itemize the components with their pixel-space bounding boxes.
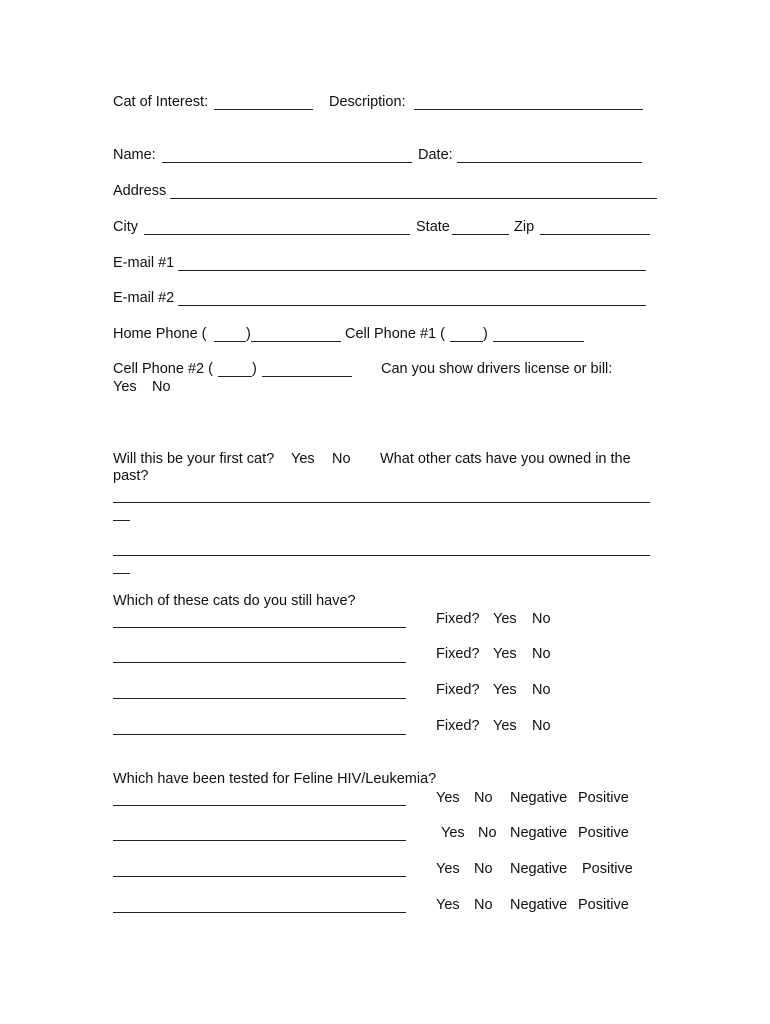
tested-negative-option-2[interactable]: Negative [510,825,568,841]
other-cats-question: What other cats have you owned in the [380,451,631,467]
other-cats-line-2-wrap [113,573,130,574]
other-cats-line-1[interactable] [113,502,650,503]
tested-no-option-3[interactable]: No [474,861,493,877]
cell-phone1-paren: ) [483,326,488,342]
tested-question: Which have been tested for Feline HIV/Leukemia? [113,771,437,787]
email2-field[interactable] [178,305,646,306]
cell-phone2-field[interactable] [262,376,352,377]
address-field[interactable] [170,198,657,199]
tested-positive-option-4[interactable]: Positive [578,897,629,913]
tested-negative-option-4[interactable]: Negative [510,897,568,913]
license-question: Can you show drivers license or bill: [381,361,613,377]
first-cat-question: Will this be your first cat? [113,451,275,467]
date-field[interactable] [457,162,642,163]
email1-label: E-mail #1 [113,255,175,271]
email1-field[interactable] [178,270,646,271]
name-field[interactable] [162,162,412,163]
tested-no-option-4[interactable]: No [474,897,493,913]
first-cat-yes-option[interactable]: Yes [291,451,315,467]
other-cats-line-2[interactable] [113,555,650,556]
home-phone-label: Home Phone ( [113,326,207,342]
fixed-label-1: Fixed? [436,611,480,627]
cell-phone1-field[interactable] [493,341,584,342]
address-label: Address [113,183,167,199]
email2-label: E-mail #2 [113,290,175,306]
tested-negative-option-3[interactable]: Negative [510,861,568,877]
tested-negative-option-1[interactable]: Negative [510,790,568,806]
home-phone-field[interactable] [251,341,341,342]
fixed-yes-option-4[interactable]: Yes [493,718,517,734]
still-have-cat-field-1[interactable] [113,627,406,628]
city-field[interactable] [144,234,410,235]
fixed-yes-option-1[interactable]: Yes [493,611,517,627]
name-label: Name: [113,147,156,163]
fixed-no-option-3[interactable]: No [532,682,551,698]
cell-phone1-area-field[interactable] [450,341,483,342]
still-have-cat-field-4[interactable] [113,734,406,735]
cat-of-interest-label: Cat of Interest: [113,94,209,110]
tested-positive-option-2[interactable]: Positive [578,825,629,841]
first-cat-no-option[interactable]: No [332,451,351,467]
cell-phone2-label: Cell Phone #2 ( [113,361,213,377]
description-field[interactable] [414,109,643,110]
tested-cat-field-4[interactable] [113,912,406,913]
other-cats-question-cont: past? [113,468,149,484]
license-no-option[interactable]: No [152,379,171,395]
home-phone-area-field[interactable] [214,341,246,342]
tested-no-option-2[interactable]: No [478,825,497,841]
still-have-cat-field-2[interactable] [113,662,406,663]
still-have-question: Which of these cats do you still have? [113,593,356,609]
cell-phone1-label: Cell Phone #1 ( [345,326,445,342]
tested-cat-field-3[interactable] [113,876,406,877]
fixed-label-2: Fixed? [436,646,480,662]
license-yes-option[interactable]: Yes [113,379,137,395]
cell-phone2-paren: ) [252,361,257,377]
cat-of-interest-field[interactable] [214,109,313,110]
fixed-yes-option-3[interactable]: Yes [493,682,517,698]
tested-positive-option-1[interactable]: Positive [578,790,629,806]
date-label: Date: [418,147,453,163]
description-label: Description: [329,94,406,110]
tested-yes-option-2[interactable]: Yes [441,825,465,841]
tested-cat-field-2[interactable] [113,840,406,841]
tested-yes-option-4[interactable]: Yes [436,897,460,913]
city-label: City [113,219,138,235]
tested-yes-option-3[interactable]: Yes [436,861,460,877]
zip-label: Zip [514,219,535,235]
fixed-label-4: Fixed? [436,718,480,734]
other-cats-line-1-wrap [113,520,130,521]
still-have-cat-field-3[interactable] [113,698,406,699]
tested-no-option-1[interactable]: No [474,790,493,806]
state-label: State [416,219,450,235]
fixed-yes-option-2[interactable]: Yes [493,646,517,662]
tested-cat-field-1[interactable] [113,805,406,806]
fixed-label-3: Fixed? [436,682,480,698]
zip-field[interactable] [540,234,650,235]
state-field[interactable] [452,234,509,235]
cell-phone2-area-field[interactable] [218,376,252,377]
tested-positive-option-3[interactable]: Positive [582,861,633,877]
fixed-no-option-2[interactable]: No [532,646,551,662]
fixed-no-option-4[interactable]: No [532,718,551,734]
home-phone-paren: ) [246,326,251,342]
fixed-no-option-1[interactable]: No [532,611,551,627]
tested-yes-option-1[interactable]: Yes [436,790,460,806]
